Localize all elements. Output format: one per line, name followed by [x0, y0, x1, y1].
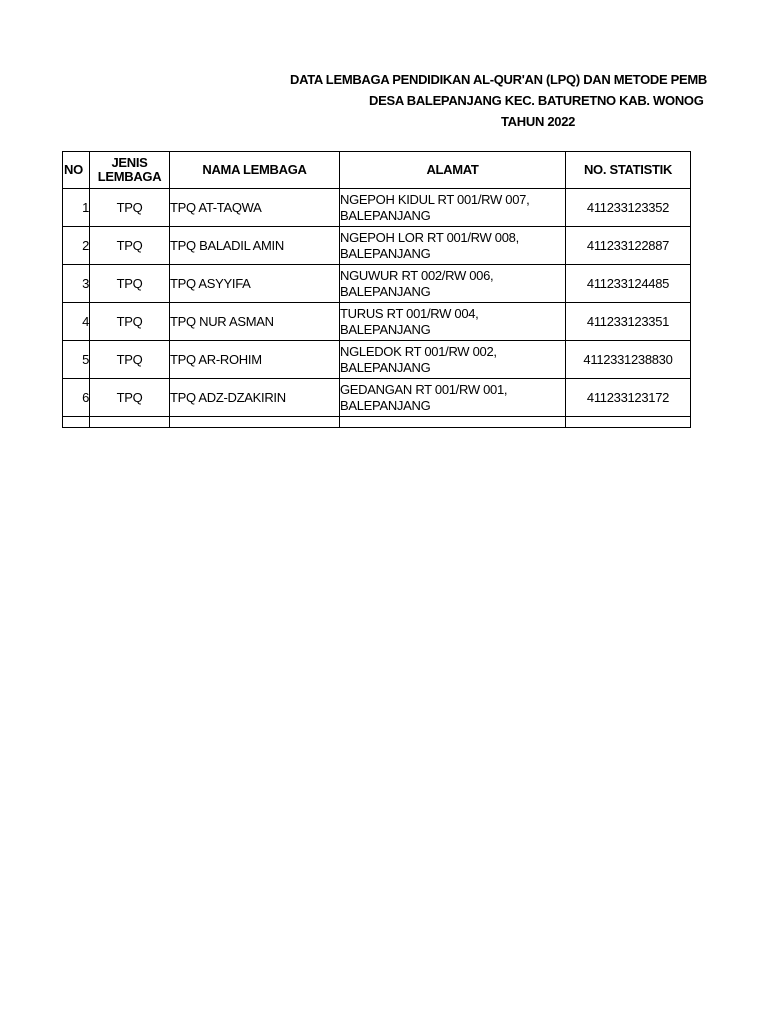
cell-alamat [340, 189, 566, 227]
alamat-line-1: GEDANGAN RT 001/RW 001, [340, 381, 508, 397]
cell-empty [566, 417, 691, 428]
header-no: NO [63, 152, 90, 189]
alamat-line-1: NGEPOH LOR RT 001/RW 008, [340, 229, 519, 245]
alamat-line-1: NGEPOH KIDUL RT 001/RW 007, [340, 191, 530, 207]
cell-nama: TPQ AT-TAQWA [170, 189, 340, 227]
cell-jenis: TPQ [90, 379, 170, 417]
alamat-line-2: BALEPANJANG [340, 245, 431, 261]
header-alamat: ALAMAT [340, 152, 566, 189]
table-row [63, 265, 691, 303]
cell-empty [63, 417, 90, 428]
cell-statistik: 411233124485 [566, 265, 691, 303]
cell-nama: TPQ ASYYIFA [170, 265, 340, 303]
cell-nama: TPQ BALADIL AMIN [170, 227, 340, 265]
alamat-line-1: NGUWUR RT 002/RW 006, [340, 267, 494, 283]
cell-alamat [340, 303, 566, 341]
table-header-row [63, 152, 691, 189]
document-title-line-2: DESA BALEPANJANG KEC. BATURETNO KAB. WONOG [369, 93, 704, 108]
cell-alamat [340, 341, 566, 379]
cell-no: 4 [63, 303, 90, 341]
alamat-line-2: BALEPANJANG [340, 207, 431, 223]
cell-statistik: 411233122887 [566, 227, 691, 265]
document-title-line-3: TAHUN 2022 [501, 114, 576, 129]
document-title-line-1: DATA LEMBAGA PENDIDIKAN AL-QUR'AN (LPQ) DAN METODE PEMB [290, 72, 708, 87]
cell-no: 2 [63, 227, 90, 265]
alamat-line-2: BALEPANJANG [340, 321, 431, 337]
cell-no: 5 [63, 341, 90, 379]
alamat-line-1: TURUS RT 001/RW 004, [340, 305, 479, 321]
cell-empty [90, 417, 170, 428]
cell-alamat [340, 265, 566, 303]
alamat-line-2: BALEPANJANG [340, 397, 431, 413]
cell-nama: TPQ ADZ-DZAKIRIN [170, 379, 340, 417]
cell-statistik: 411233123351 [566, 303, 691, 341]
table-row [63, 189, 691, 227]
cell-no: 1 [63, 189, 90, 227]
header-jenis-lembaga [90, 152, 170, 189]
table-row [63, 303, 691, 341]
alamat-line-2: BALEPANJANG [340, 283, 431, 299]
cell-jenis: TPQ [90, 265, 170, 303]
cell-empty [170, 417, 340, 428]
cell-jenis: TPQ [90, 303, 170, 341]
cell-nama: TPQ NUR ASMAN [170, 303, 340, 341]
cell-jenis: TPQ [90, 189, 170, 227]
header-jenis-line-1: JENIS [111, 155, 148, 170]
lembaga-table [62, 151, 691, 428]
cell-nama: TPQ AR-ROHIM [170, 341, 340, 379]
cell-no: 6 [63, 379, 90, 417]
header-jenis-line-2: LEMBAGA [97, 169, 162, 184]
header-nama-lembaga: NAMA LEMBAGA [170, 152, 340, 189]
cell-statistik: 411233123352 [566, 189, 691, 227]
table-row-empty [63, 417, 691, 428]
table-row [63, 227, 691, 265]
cell-jenis: TPQ [90, 341, 170, 379]
cell-alamat [340, 227, 566, 265]
alamat-line-1: NGLEDOK RT 001/RW 002, [340, 343, 497, 359]
header-no-statistik: NO. STATISTIK [566, 152, 691, 189]
alamat-line-2: BALEPANJANG [340, 359, 431, 375]
cell-statistik: 411233123172 [566, 379, 691, 417]
cell-jenis: TPQ [90, 227, 170, 265]
table-row [63, 341, 691, 379]
cell-alamat [340, 379, 566, 417]
cell-empty [340, 417, 566, 428]
table-row [63, 379, 691, 417]
cell-statistik: 4112331238830 [566, 341, 691, 379]
cell-no: 3 [63, 265, 90, 303]
